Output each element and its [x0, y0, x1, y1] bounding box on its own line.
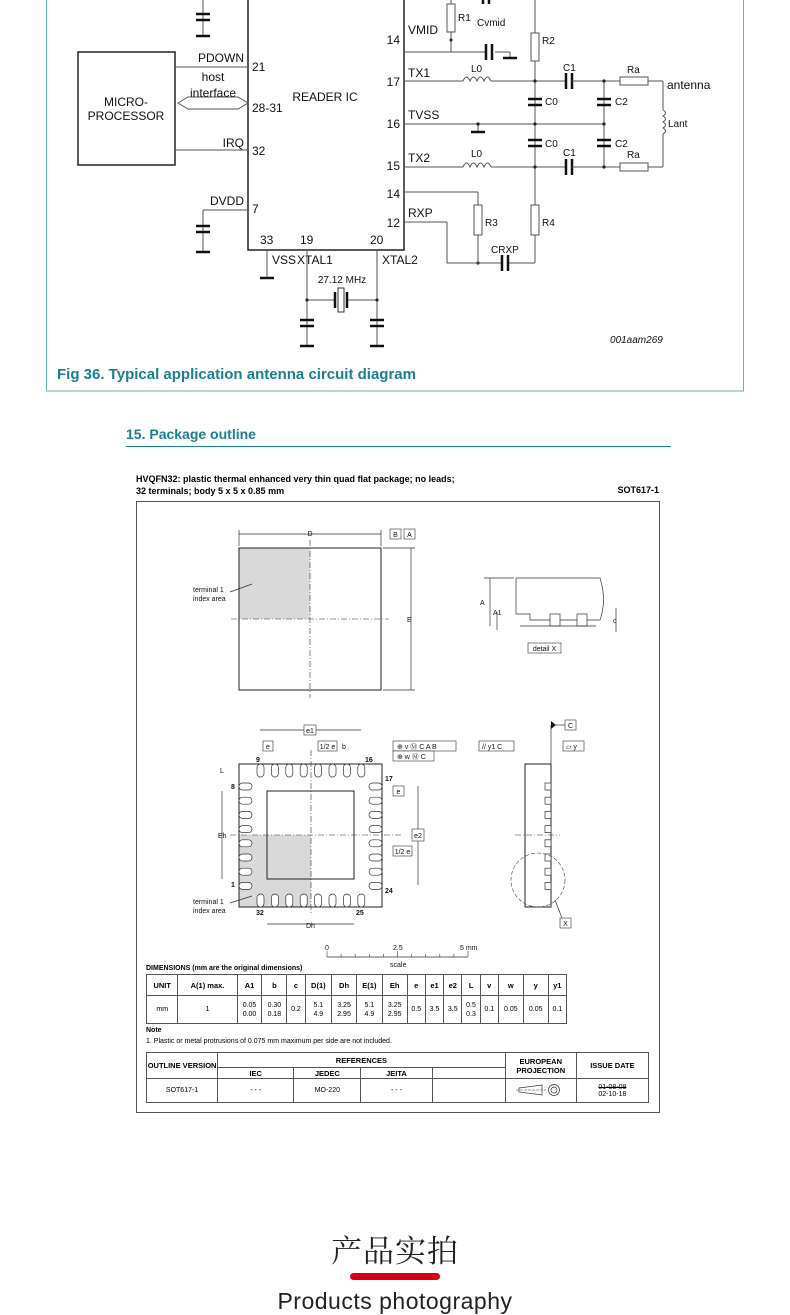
- pin-label-8: 8: [231, 784, 235, 791]
- pin-12: 12: [386, 216, 400, 230]
- pin-21: 21: [252, 60, 266, 74]
- dim-value: 3.5: [447, 1006, 458, 1013]
- terminal-pad: [358, 894, 365, 907]
- dim-header-cell: L: [462, 975, 480, 996]
- r1-label: R1: [458, 13, 471, 24]
- pin-label-24: 24: [385, 888, 393, 895]
- cvmid-label: Cvmid: [477, 18, 506, 29]
- european-projection-header: EUROPEAN PROJECTION: [505, 1053, 576, 1079]
- dim-header-cell: UNIT: [147, 975, 178, 996]
- dim-value: 3.5: [429, 1006, 440, 1013]
- terminal-pad: [369, 811, 382, 818]
- issue-date-old: 01-08-08: [598, 1083, 627, 1091]
- terminal-pad: [369, 882, 382, 889]
- microprocessor-label: MICRO-: [104, 95, 148, 109]
- terminal1-label-bottom-2: index area: [193, 908, 226, 915]
- terminal-pad: [369, 783, 382, 790]
- dim-e2: e2: [414, 833, 422, 840]
- note-text: 1. Plastic or metal protrusions of 0.075 mm maximum per side are not included.: [146, 1038, 392, 1045]
- datum-A: A: [407, 532, 412, 539]
- table-row: [147, 1079, 649, 1103]
- dim-value-cell: [356, 996, 382, 1024]
- figure-caption: Fig 36. Typical application antenna circuit diagram: [57, 366, 416, 383]
- terminal-pad: [239, 811, 252, 818]
- dim-L: L: [220, 768, 224, 775]
- pin-14-vmid: 14: [386, 33, 400, 47]
- terminal-pad: [369, 854, 382, 861]
- dim-value-cell: [462, 996, 480, 1024]
- dim-e: e: [266, 744, 270, 751]
- dim-value: 0.05: [504, 1006, 518, 1013]
- rxp-label: RXP: [408, 206, 433, 220]
- products-photography-title-en: Products photography: [277, 1288, 513, 1314]
- drawing-id: 001aam269: [610, 335, 663, 346]
- crxp-label: CRXP: [491, 245, 519, 256]
- dim-value: 5.1: [364, 1001, 375, 1009]
- terminal-pad: [343, 894, 350, 907]
- dim-value-cell: [237, 996, 262, 1024]
- terminal-pad: [286, 894, 293, 907]
- dim-value-cell: [444, 996, 462, 1024]
- dim-value: 0.05: [242, 1001, 257, 1009]
- terminal-pad: [329, 894, 336, 907]
- dim-value: 4.9: [313, 1010, 324, 1018]
- tx1-label: TX1: [408, 66, 431, 80]
- note-title: Note: [146, 1027, 162, 1034]
- pin-label-25: 25: [356, 910, 364, 917]
- dim-value-cell: [498, 996, 523, 1024]
- terminal1-label-top-2: index area: [193, 596, 226, 603]
- c1-label-1: C1: [563, 63, 576, 74]
- scale-label: scale: [390, 962, 407, 969]
- scale-5mm: 5 mm: [460, 945, 478, 952]
- xtal2-label: XTAL2: [382, 253, 418, 267]
- terminal-pad: [369, 840, 382, 847]
- pin-label-9: 9: [256, 757, 260, 764]
- microprocessor-label-2: PROCESSOR: [87, 109, 165, 123]
- dim-header-cell: Eh: [382, 975, 407, 996]
- issue-date-header: ISSUE DATE: [576, 1053, 648, 1079]
- dim-value-cell: [262, 996, 287, 1024]
- parallelism-frame: // y1 C: [482, 744, 503, 751]
- dim-value: 0.5: [466, 1001, 476, 1009]
- dim-value-cell: [332, 996, 357, 1024]
- accent-bar: [350, 1273, 440, 1280]
- dim-header-cell: e1: [425, 975, 443, 996]
- pin-7: 7: [252, 202, 259, 216]
- dim-header-cell: e: [407, 975, 425, 996]
- dim-value: 0.00: [242, 1010, 257, 1018]
- dim-header-cell: y: [523, 975, 548, 996]
- terminal-pad: [343, 764, 350, 777]
- dim-value-cell: [407, 996, 425, 1024]
- projection-symbol-icon: [505, 1079, 576, 1103]
- pin-label-32: 32: [256, 910, 264, 917]
- terminal-pad: [545, 797, 551, 804]
- dim-e-right: e: [396, 789, 401, 796]
- dim-value-cell: [548, 996, 566, 1024]
- dim-value: 0.3: [466, 1010, 476, 1018]
- dim-b: b: [342, 744, 346, 751]
- dim-value: 0.18: [267, 1010, 282, 1018]
- dim-header-cell: A1: [237, 975, 262, 996]
- terminal-pad: [545, 783, 551, 790]
- dim-D: D: [307, 531, 313, 538]
- dim-value: 3.25: [387, 1001, 402, 1009]
- outline-version-header: OUTLINE VERSION: [147, 1053, 218, 1079]
- empty-header: [432, 1068, 505, 1079]
- table-row: [147, 996, 567, 1024]
- pin-17: 17: [386, 75, 400, 89]
- pin-19: 19: [300, 233, 314, 247]
- dim-E: E: [407, 617, 412, 624]
- dim-value: 4.9: [364, 1010, 375, 1018]
- terminal-pad: [369, 826, 382, 833]
- products-photography-title-cn: 产品实拍: [331, 1234, 459, 1270]
- tvss-label: TVSS: [408, 108, 440, 122]
- dim-value-cell: [147, 996, 178, 1024]
- pin-label-17: 17: [385, 776, 393, 783]
- terminal-pad: [239, 840, 252, 847]
- pin-14: 14: [386, 187, 400, 201]
- issue-date-current: 02-10-18: [598, 1090, 627, 1098]
- dim-value-cell: [382, 996, 407, 1024]
- dim-header-cell: b: [262, 975, 287, 996]
- issue-date: [576, 1079, 648, 1103]
- section-title: 15. Package outline: [126, 426, 256, 442]
- dim-Dh: Dh: [306, 923, 315, 930]
- terminal-pad: [239, 826, 252, 833]
- dim-value-cell: [178, 996, 237, 1024]
- dim-c: c: [613, 618, 617, 625]
- dim-header-cell: y1: [548, 975, 566, 996]
- terminal-pad: [257, 894, 264, 907]
- pin-28-31: 28-31: [252, 101, 283, 115]
- ra-label-2: Ra: [627, 150, 640, 161]
- pdown-label: PDOWN: [198, 51, 244, 65]
- terminal-pad: [358, 764, 365, 777]
- dim-value: 2.95: [387, 1010, 402, 1018]
- dim-value: 0.1: [552, 1006, 563, 1013]
- xtal1-label: XTAL1: [297, 253, 333, 267]
- dim-value-cell: [425, 996, 443, 1024]
- dim-value: 1: [205, 1006, 210, 1013]
- dim-value: 5.1: [313, 1001, 324, 1009]
- c2-label-1: C2: [615, 97, 628, 108]
- terminal-pad: [300, 894, 307, 907]
- dimensions-table: [146, 974, 567, 1024]
- flatness-frame: ▱ y: [566, 744, 577, 751]
- dim-value-cell: [480, 996, 498, 1024]
- c1-label-2: C1: [563, 148, 576, 159]
- detail-x-marker: X: [563, 921, 568, 928]
- outline-version: SOT617-1: [147, 1079, 218, 1103]
- dim-Eh: Eh: [218, 833, 227, 840]
- pin-16: 16: [386, 117, 400, 131]
- reader-ic-label: READER IC: [292, 90, 358, 104]
- dim-value-cell: [287, 996, 305, 1024]
- dim-header-cell: D(1): [305, 975, 332, 996]
- l0-label-2: L0: [471, 149, 483, 160]
- terminal1-label-bottom: terminal 1: [193, 899, 224, 906]
- detail-x-label: detail X: [532, 646, 557, 653]
- pin-20: 20: [370, 233, 384, 247]
- dim-half-e-right: 1/2 e: [394, 849, 411, 856]
- scale-0: 0: [325, 945, 329, 952]
- dim-half-e-top: 1/2 e: [319, 744, 336, 751]
- vmid-label: VMID: [408, 23, 438, 37]
- dimensions-caption: DIMENSIONS (mm are the original dimensions): [146, 965, 303, 972]
- package-heading-line2: 32 terminals; body 5 x 5 x 0.85 mm: [136, 486, 285, 496]
- terminal-pad: [369, 797, 382, 804]
- references-header: REFERENCES: [218, 1053, 506, 1068]
- terminal-pad: [315, 764, 322, 777]
- terminal-pad: [545, 840, 551, 847]
- vss-label: VSS: [272, 253, 297, 267]
- dim-value-cell: [305, 996, 332, 1024]
- dim-header-cell: w: [498, 975, 523, 996]
- dim-value: 0.1: [484, 1006, 495, 1013]
- pin-32: 32: [252, 144, 266, 158]
- terminal-pad: [369, 868, 382, 875]
- dim-value: mm: [156, 1006, 169, 1013]
- datum-B: B: [393, 532, 398, 539]
- dim-value: 0.5: [411, 1006, 422, 1013]
- datum-C: C: [567, 723, 574, 730]
- dim-header-cell: e2: [444, 975, 462, 996]
- pin-label-16: 16: [365, 757, 373, 764]
- lant-label: Lant: [668, 119, 688, 130]
- terminal-pad: [545, 868, 551, 875]
- dim-header-cell: c: [287, 975, 305, 996]
- iec-header: IEC: [218, 1068, 294, 1079]
- dim-value: 0.30: [267, 1001, 282, 1009]
- terminal-pad: [286, 764, 293, 777]
- dim-value: 0.05: [528, 1006, 543, 1013]
- pin-label-1: 1: [231, 882, 235, 889]
- iec-value: - - -: [218, 1079, 294, 1103]
- c0-label-1: C0: [545, 97, 558, 108]
- r3-label: R3: [485, 218, 498, 229]
- irq-label: IRQ: [222, 136, 244, 150]
- terminal-pad: [329, 764, 336, 777]
- dim-value: 0.2: [291, 1006, 301, 1013]
- ra-label-1: Ra: [627, 65, 640, 76]
- crystal-frequency: 27.12 MHz: [317, 275, 367, 286]
- terminal-pad: [315, 894, 322, 907]
- dim-header-cell: v: [480, 975, 498, 996]
- terminal-pad: [300, 764, 307, 777]
- terminal-pad: [239, 868, 252, 875]
- dim-header-cell: E(1): [356, 975, 382, 996]
- c0-label-2: C0: [545, 139, 558, 150]
- pin-33: 33: [260, 233, 274, 247]
- terminal-pad: [257, 764, 264, 777]
- jeita-header: JEITA: [361, 1068, 432, 1079]
- terminal-pad: [545, 826, 551, 833]
- jedec-value: MO-220: [294, 1079, 361, 1103]
- dim-value-cell: [523, 996, 548, 1024]
- terminal-pad: [239, 854, 252, 861]
- terminal-pad: [239, 882, 252, 889]
- package-code: SOT617-1: [617, 485, 659, 495]
- r2-label: R2: [542, 36, 555, 47]
- interface-label: interface: [189, 86, 237, 100]
- l0-label-1: L0: [471, 64, 483, 75]
- dim-value: 3.25: [337, 1001, 351, 1009]
- tolerance-frame-v: ⊕ v Ⓜ C A B: [397, 744, 437, 751]
- pin-15: 15: [386, 159, 400, 173]
- terminal-pad: [271, 764, 278, 777]
- host-label: host: [201, 70, 225, 84]
- terminal-pad: [545, 811, 551, 818]
- dim-A: A: [480, 600, 485, 607]
- dim-value: 2.95: [337, 1010, 351, 1018]
- terminal1-label-top: terminal 1: [193, 587, 224, 594]
- dim-e1: e1: [306, 728, 314, 735]
- terminal-pad: [545, 882, 551, 889]
- package-heading-line1: HVQFN32: plastic thermal enhanced very thin quad flat package; no leads;: [136, 474, 455, 484]
- tx2-label: TX2: [408, 151, 431, 165]
- dim-header-cell: A(1) max.: [178, 975, 237, 996]
- dvdd-label: DVDD: [209, 194, 244, 208]
- terminal-pad: [239, 797, 252, 804]
- terminal-pad: [545, 854, 551, 861]
- references-table: [146, 1052, 649, 1103]
- jeita-value: - - -: [361, 1079, 432, 1103]
- c2-label-2: C2: [615, 139, 628, 150]
- r4-label: R4: [542, 218, 555, 229]
- empty-cell: [432, 1079, 505, 1103]
- terminal-pad: [239, 783, 252, 790]
- scale-2-5: 2.5: [393, 945, 403, 952]
- dim-header-cell: Dh: [332, 975, 357, 996]
- dim-A1: A1: [493, 610, 502, 617]
- antenna-label: antenna: [667, 78, 711, 92]
- tolerance-frame-w: ⊕ w Ⓜ C: [397, 754, 426, 761]
- jedec-header: JEDEC: [294, 1068, 361, 1079]
- terminal-pad: [271, 894, 278, 907]
